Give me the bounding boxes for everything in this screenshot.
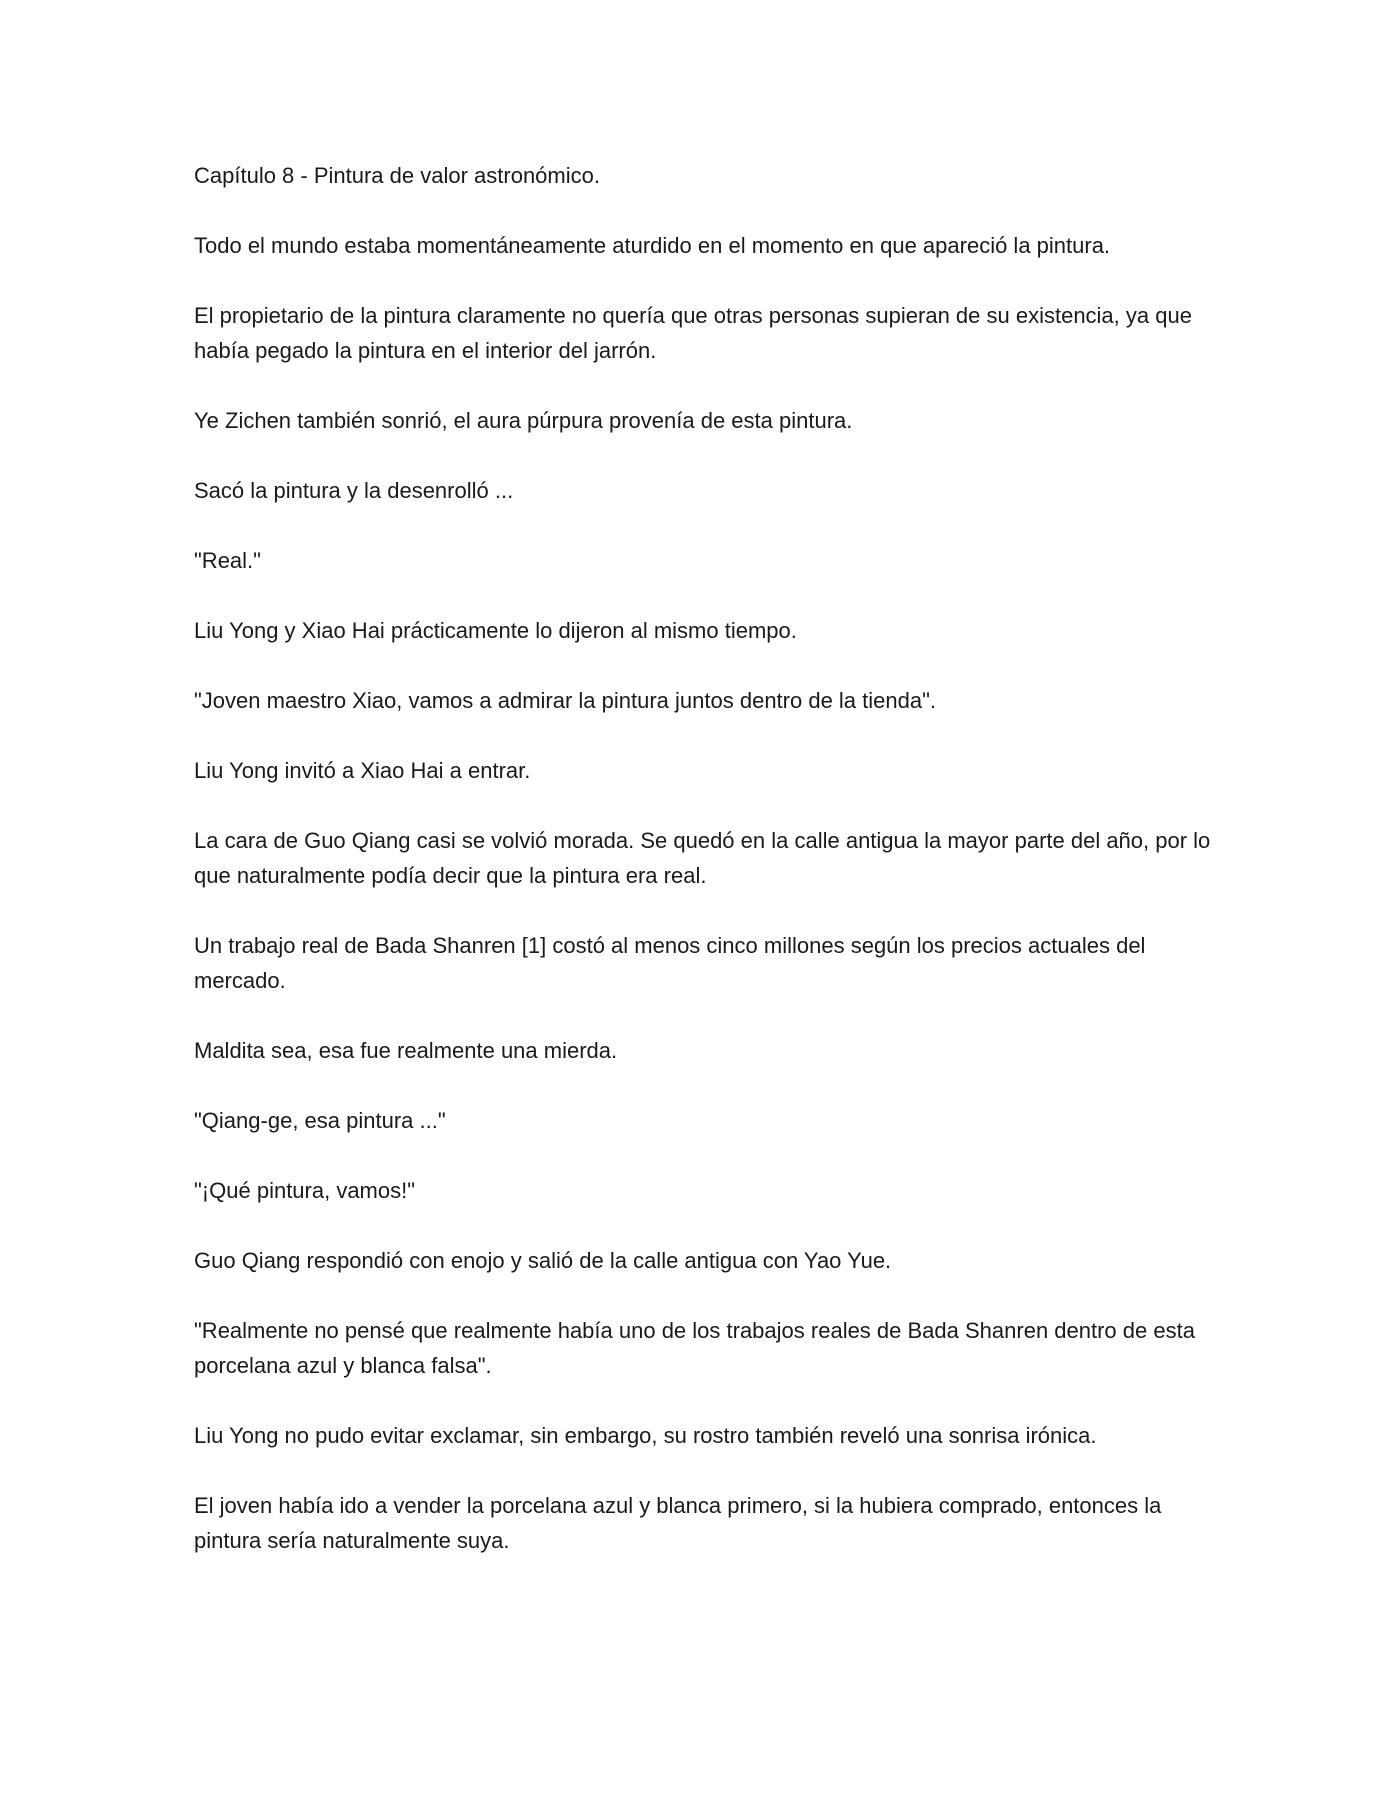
paragraph: La cara de Guo Qiang casi se volvió morada. Se quedó en la calle antigua la mayor parte del año, por lo que naturalmente podía decir que la pintura era real. bbox=[194, 828, 1211, 888]
paragraph: Guo Qiang respondió con enojo y salió de la calle antigua con Yao Yue. bbox=[194, 1248, 892, 1273]
paragraph: "Realmente no pensé que realmente había uno de los trabajos reales de Bada Shanren dentro de esta porcelana azul y blanca falsa". bbox=[194, 1318, 1195, 1378]
paragraph: El propietario de la pintura claramente no quería que otras personas supieran de su existencia, ya que había pegado la pintura en el interior del jarrón. bbox=[194, 303, 1192, 363]
paragraph: "Joven maestro Xiao, vamos a admirar la pintura juntos dentro de la tienda". bbox=[194, 688, 937, 713]
chapter-title: Capítulo 8 - Pintura de valor astronómico. bbox=[194, 163, 600, 188]
paragraph: Sacó la pintura y la desenrolló ... bbox=[194, 478, 514, 503]
paragraph: Todo el mundo estaba momentáneamente aturdido en el momento en que apareció la pintura. bbox=[194, 233, 1111, 258]
paragraph: Ye Zichen también sonrió, el aura púrpura provenía de esta pintura. bbox=[194, 408, 853, 433]
paragraph: Maldita sea, esa fue realmente una mierda. bbox=[194, 1038, 618, 1063]
paragraph: Un trabajo real de Bada Shanren [1] costó al menos cinco millones según los precios actuales del mercado. bbox=[194, 933, 1146, 993]
paragraph: "¡Qué pintura, vamos!" bbox=[194, 1178, 416, 1203]
paragraph: Liu Yong invitó a Xiao Hai a entrar. bbox=[194, 758, 531, 783]
paragraph: "Real." bbox=[194, 548, 261, 573]
paragraph: Liu Yong no pudo evitar exclamar, sin embargo, su rostro también reveló una sonrisa irónica. bbox=[194, 1423, 1097, 1448]
paragraph: "Qiang-ge, esa pintura ..." bbox=[194, 1108, 446, 1133]
paragraph: Liu Yong y Xiao Hai prácticamente lo dijeron al mismo tiempo. bbox=[194, 618, 797, 643]
document-body bbox=[194, 158, 1224, 1593]
paragraph: El joven había ido a vender la porcelana azul y blanca primero, si la hubiera comprado, entonces la pintura sería naturalmente suya. bbox=[194, 1493, 1162, 1553]
